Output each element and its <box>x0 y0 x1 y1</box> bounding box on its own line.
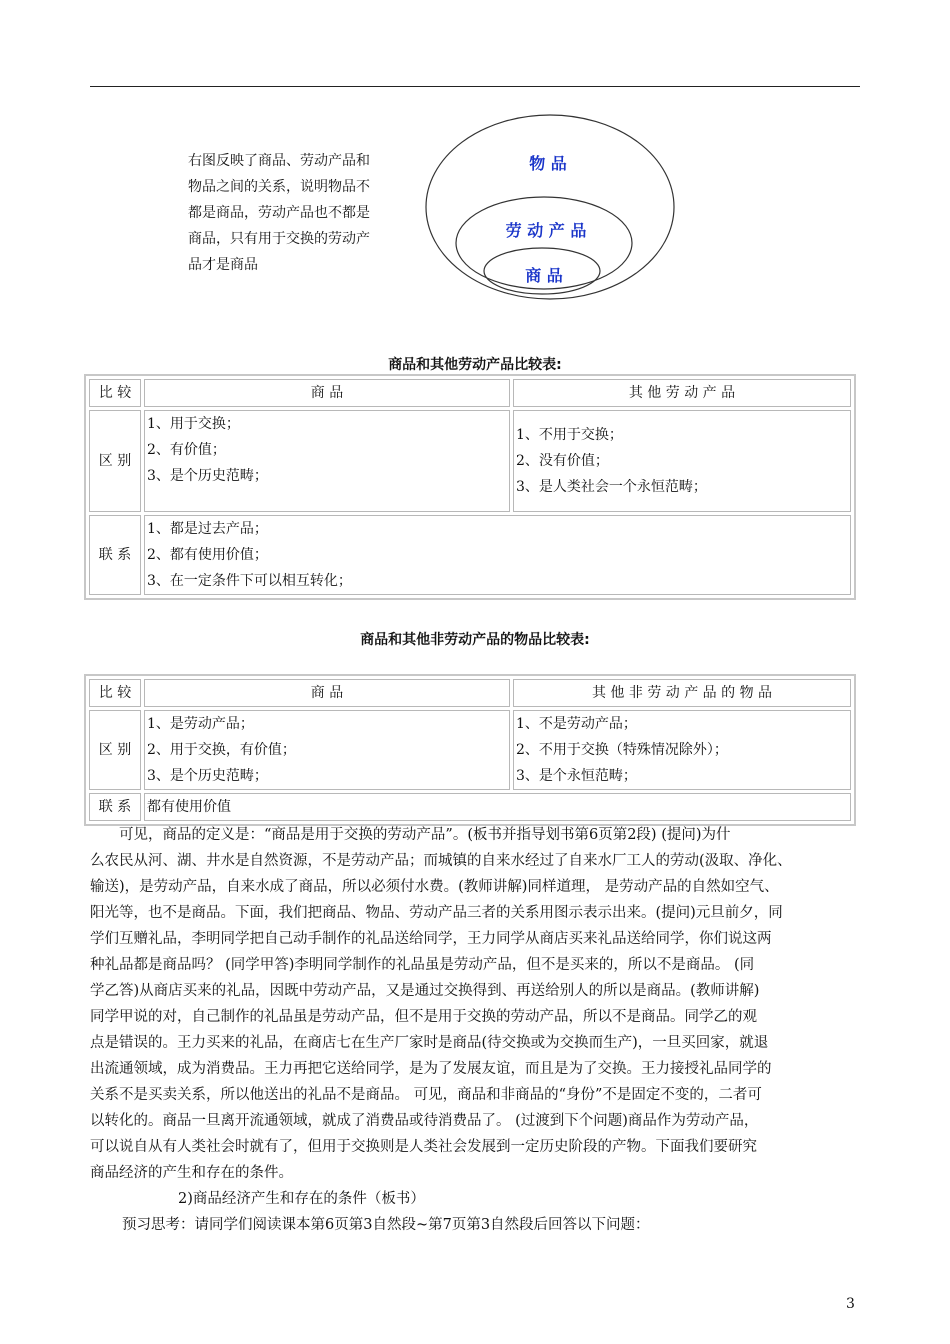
table-row <box>89 515 851 595</box>
table-row <box>89 379 851 407</box>
preview-question: 预习思考：请同学们阅读课本第6页第3自然段~第7页第3自然段后回答以下问题： <box>122 1217 650 1233</box>
row-label: 区 别 <box>89 710 141 790</box>
body-line: 学乙答)从商店买来的礼品，因既中劳动产品，又是通过交换得到、再送给别人的所以是商品。(教师讲解) <box>90 983 760 999</box>
cell-line: 1、都是过去产品； <box>147 521 268 537</box>
intro-line: 商品，只有用于交换的劳动产 <box>188 231 370 247</box>
table-cell: 都有使用价值 <box>144 793 851 821</box>
intro-line: 都是商品，劳动产品也不都是 <box>188 205 370 221</box>
header-rule <box>90 86 860 87</box>
table-row <box>89 793 851 821</box>
header-cell: 商 品 <box>144 679 510 707</box>
body-line: 点是错误的。王力买来的礼品，在商店七在生产厂家时是商品(待交换或为交换而生产)，一旦买回家，就退 <box>90 1035 769 1051</box>
body-line: 关系不是买卖关系，所以他送出的礼品不是商品。 可见，商品和非商品的“身份”不是固定不变的，二者可 <box>90 1087 762 1103</box>
intro-line: 右图反映了商品、劳动产品和 <box>188 153 370 169</box>
cell-line: 3、是个永恒范畴； <box>516 768 637 784</box>
body-line: 出流通领域，成为消费品。王力再把它送给同学，是为了发展友谊，而且是为了交换。王力接授礼品同学的 <box>90 1061 772 1077</box>
body-line: 阳光等，也不是商品。下面，我们把商品、物品、劳动产品三者的关系用图示表示出来。(提问)元旦前夕，同 <box>90 905 783 921</box>
cell-line: 2、都有使用价值； <box>147 547 268 563</box>
table-row <box>89 710 851 790</box>
cell-line: 3、是个历史范畴； <box>147 768 268 784</box>
header-cell: 其 他 劳 动 产 品 <box>513 379 851 407</box>
body-line: 学们互赠礼品，李明同学把自己动手制作的礼品送给同学，王力同学从商店买来礼品送给同学，你们说这两 <box>90 931 772 947</box>
comparison-table-1 <box>84 374 856 600</box>
cell-line: 1、是劳动产品； <box>147 716 254 732</box>
body-line: 种礼品都是商品吗？ (同学甲答)李明同学制作的礼品虽是劳动产品，但不是买来的，所以不是商品。 (同 <box>90 957 755 973</box>
table-cell <box>144 410 510 512</box>
cell-line: 1、不是劳动产品； <box>516 716 637 732</box>
cell-line: 2、有价值； <box>147 442 226 458</box>
outer-label: 物 品 <box>529 154 567 173</box>
header-cell: 商 品 <box>144 379 510 407</box>
cell-line: 2、没有价值； <box>516 453 609 469</box>
body-line: 输送)，是劳动产品，自来水成了商品，所以必须付水费。(教师讲解)同样道理， 是劳动产品的自然如空气、 <box>90 879 779 895</box>
cell-line: 2、不用于交换（特殊情况除外）； <box>516 742 728 758</box>
table-cell <box>144 515 851 595</box>
cell-line: 3、是个历史范畴； <box>147 468 268 484</box>
table-cell <box>513 710 851 790</box>
header-cell: 比 较 <box>89 379 141 407</box>
header-cell: 其 他 非 劳 动 产 品 的 物 品 <box>513 679 851 707</box>
header-cell: 比 较 <box>89 679 141 707</box>
intro-line: 物品之间的关系，说明物品不 <box>188 179 370 195</box>
body-line: 么农民从河、湖、井水是自然资源，不是劳动产品；而城镇的自来水经过了自来水厂工人的劳动(汲取、净化、 <box>90 853 792 869</box>
body-line: 以转化的。商品一旦离开流通领域，就成了消费品或待消费品了。 (过渡到下个问题)商品作为劳动产品， <box>90 1113 759 1129</box>
table-row <box>89 679 851 707</box>
cell-line: 1、用于交换； <box>147 416 240 432</box>
table2-caption: 商品和其他非劳动产品的物品比较表: <box>360 632 590 648</box>
cell-line: 3、是人类社会一个永恒范畴； <box>516 479 707 495</box>
body-line: 可见，商品的定义是：“商品是用于交换的劳动产品”。(板书并指导划书第6页第2段) (提问)为什 <box>90 827 731 843</box>
body-line: 可以说自从有人类社会时就有了，但用于交换则是人类社会发展到一定历史阶段的产物。下面我们要研究 <box>90 1139 757 1155</box>
inner-label: 商 品 <box>525 266 563 285</box>
intro-text <box>188 148 410 278</box>
middle-label: 劳 动 产 品 <box>505 221 587 240</box>
nested-ellipse-diagram <box>420 108 682 304</box>
table-cell <box>513 410 851 512</box>
cell-line: 3、在一定条件下可以相互转化； <box>147 573 352 589</box>
comparison-table-2 <box>84 674 856 826</box>
body-paragraph <box>90 822 860 1238</box>
table-row <box>89 410 851 512</box>
intro-line: 品才是商品 <box>188 257 258 273</box>
table1-caption: 商品和其他劳动产品比较表: <box>388 357 562 373</box>
body-line: 同学甲说的对，自己制作的礼品虽是劳动产品，但不是用于交换的劳动产品，所以不是商品。同学乙的观 <box>90 1009 757 1025</box>
section-heading: 2)商品经济产生和存在的条件（板书） <box>178 1191 425 1207</box>
table-cell <box>144 710 510 790</box>
row-label: 联 系 <box>89 793 141 821</box>
cell-line: 1、不用于交换； <box>516 427 623 443</box>
page-number: 3 <box>846 1296 855 1312</box>
cell-line: 2、用于交换，有价值； <box>147 742 296 758</box>
body-line: 商品经济的产生和存在的条件。 <box>90 1165 293 1181</box>
row-label: 区 别 <box>89 410 141 512</box>
row-label: 联 系 <box>89 515 141 595</box>
